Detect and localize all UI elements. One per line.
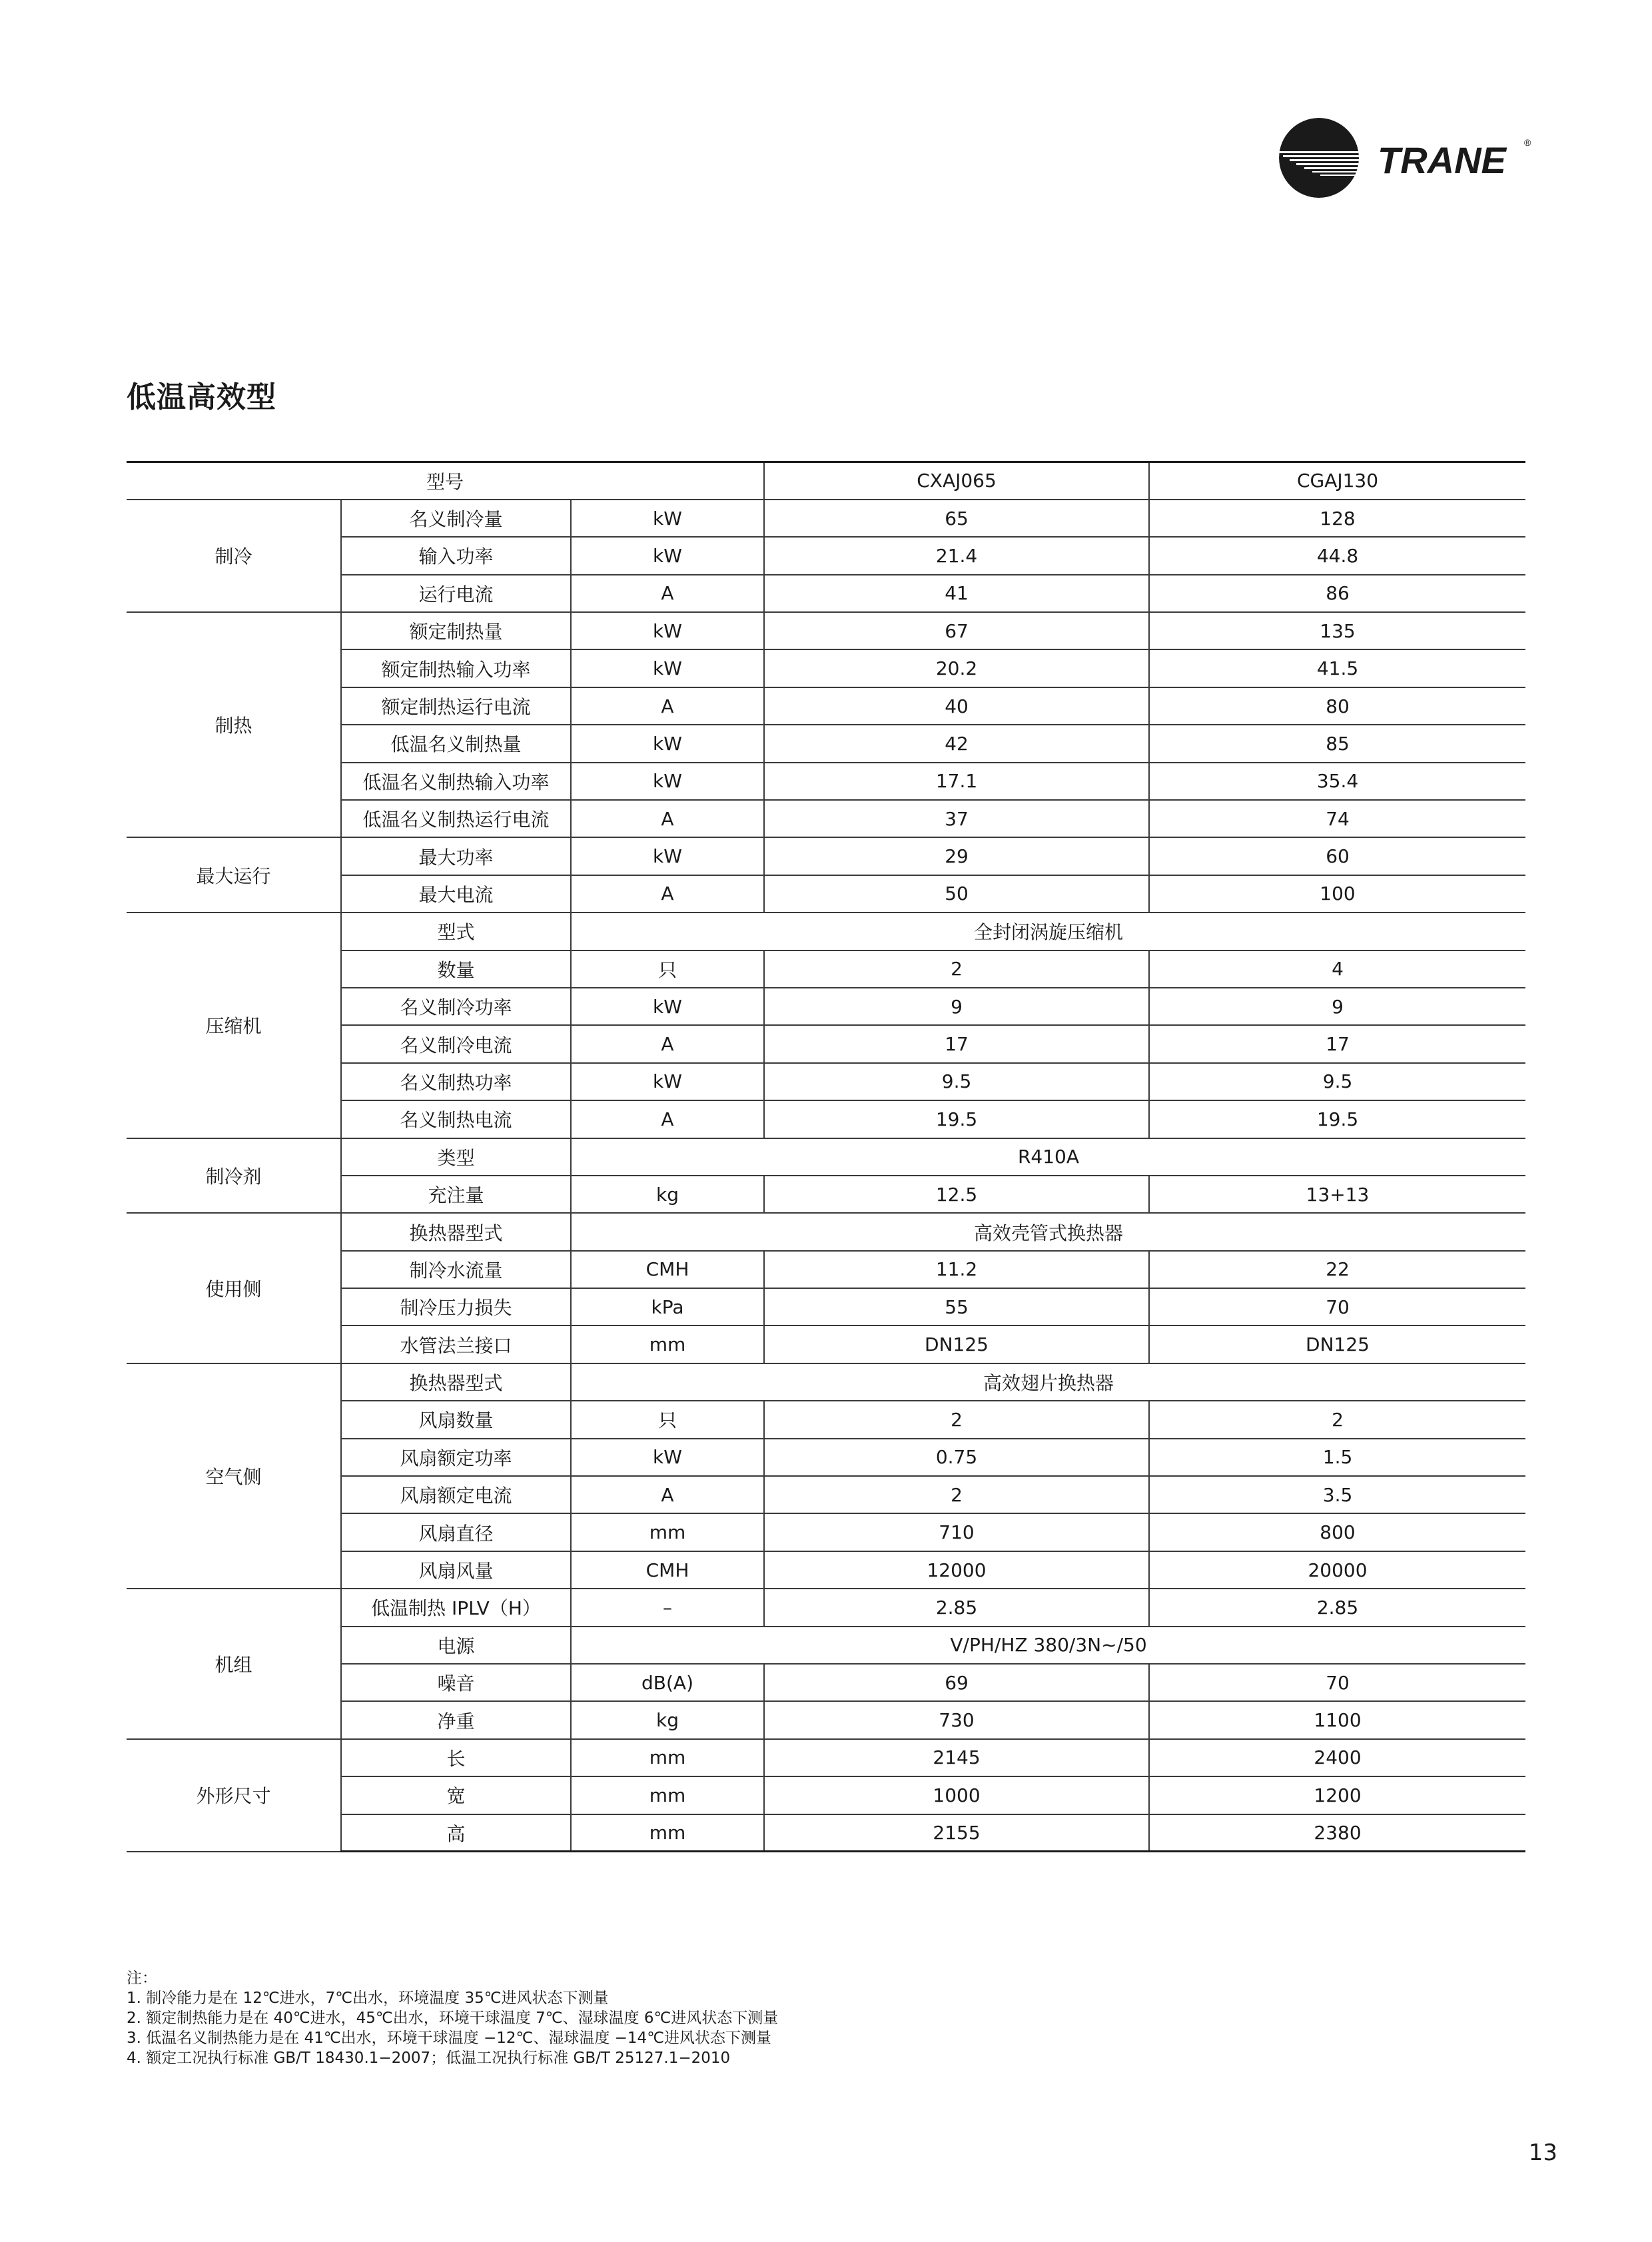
unit-cell: kW [571, 725, 764, 762]
model-1-value: 2155 [764, 1814, 1149, 1852]
model-1-value: 11.2 [764, 1251, 1149, 1288]
note-3: 3. 低温名义制热能力是在 41℃出水，环境干球温度 −12℃、湿球温度 −14℃进风状态下测量 [127, 2030, 772, 2047]
note-4: 4. 额定工况执行标准 GB/T 18430.1−2007；低温工况执行标准 GB/T 25127.1−2010 [127, 2050, 731, 2067]
unit-cell: kW [571, 837, 764, 875]
model-1-value: 21.4 [764, 537, 1149, 574]
model-1-value: 17.1 [764, 763, 1149, 800]
model-2-value: 1100 [1149, 1701, 1525, 1738]
unit-cell: kW [571, 612, 764, 649]
table-row [127, 1213, 1525, 1250]
item-label: 名义制冷电流 [341, 1025, 571, 1062]
unit-cell: mm [571, 1776, 764, 1814]
unit-cell: kW [571, 649, 764, 687]
item-label: 输入功率 [341, 537, 571, 574]
brand-name: TRANE [1378, 139, 1506, 181]
item-label: 运行电流 [341, 575, 571, 612]
model-1-value: 20.2 [764, 649, 1149, 687]
merged-value: 全封闭涡旋压缩机 [571, 913, 1525, 950]
model-2-value: 80 [1149, 687, 1525, 725]
model-2-value: 2.85 [1149, 1589, 1525, 1626]
model-2-value: 128 [1149, 500, 1525, 537]
model-2-value: 2380 [1149, 1814, 1525, 1852]
notes [127, 1968, 778, 2068]
model-2-value: 70 [1149, 1288, 1525, 1325]
item-label: 电源 [341, 1627, 571, 1664]
unit-cell: CMH [571, 1551, 764, 1589]
merged-value: V/PH/HZ 380/3N~/50 [571, 1627, 1525, 1664]
item-label: 宽 [341, 1776, 571, 1814]
model-2-value: DN125 [1149, 1325, 1525, 1363]
model-2-value: 2400 [1149, 1739, 1525, 1776]
unit-cell: kPa [571, 1288, 764, 1325]
model-2-value: 2 [1149, 1401, 1525, 1438]
trane-logo [1278, 117, 1537, 203]
model-1-value: 29 [764, 837, 1149, 875]
group-label: 压缩机 [127, 913, 341, 1138]
group-label: 机组 [127, 1589, 341, 1739]
group-label: 使用侧 [127, 1213, 341, 1363]
item-label: 低温名义制热输入功率 [341, 763, 571, 800]
item-label: 净重 [341, 1701, 571, 1738]
model-1-value: 0.75 [764, 1439, 1149, 1476]
table-header [127, 462, 1525, 500]
item-label: 长 [341, 1739, 571, 1776]
group-label: 空气侧 [127, 1363, 341, 1589]
model-1-value: 9 [764, 988, 1149, 1025]
merged-value: R410A [571, 1138, 1525, 1176]
unit-cell: A [571, 1100, 764, 1138]
model-2-value: 17 [1149, 1025, 1525, 1062]
merged-value: 高效翅片换热器 [571, 1363, 1525, 1401]
item-label: 充注量 [341, 1176, 571, 1213]
notes-heading: 注： [127, 1970, 157, 1987]
unit-cell: mm [571, 1814, 764, 1852]
model-2-value: 86 [1149, 575, 1525, 612]
item-label: 类型 [341, 1138, 571, 1176]
unit-cell: A [571, 1476, 764, 1513]
model-1-value: 40 [764, 687, 1149, 725]
unit-cell: kW [571, 988, 764, 1025]
unit-cell: CMH [571, 1251, 764, 1288]
unit-cell: kg [571, 1701, 764, 1738]
model-1-value: 55 [764, 1288, 1149, 1325]
model-2-value: 44.8 [1149, 537, 1525, 574]
model-1-value: 69 [764, 1664, 1149, 1701]
note-1: 1. 制冷能力是在 12℃进水，7℃出水，环境温度 35℃进风状态下测量 [127, 1990, 609, 2007]
unit-cell: – [571, 1589, 764, 1626]
table-row [127, 837, 1525, 875]
table-row [127, 1138, 1525, 1176]
unit-cell: A [571, 687, 764, 725]
model-2-value: 1.5 [1149, 1439, 1525, 1476]
table-row [127, 1589, 1525, 1626]
model-1-value: 19.5 [764, 1100, 1149, 1138]
item-label: 额定制热运行电流 [341, 687, 571, 725]
item-label: 风扇数量 [341, 1401, 571, 1438]
model-1-value: 2 [764, 1401, 1149, 1438]
unit-cell: mm [571, 1739, 764, 1776]
model-1-value: 67 [764, 612, 1149, 649]
item-label: 风扇额定功率 [341, 1439, 571, 1476]
model-2-value: 100 [1149, 875, 1525, 913]
unit-cell: kg [571, 1176, 764, 1213]
group-label: 制冷 [127, 500, 341, 612]
unit-cell: kW [571, 1439, 764, 1476]
model-1-value: 42 [764, 725, 1149, 762]
trane-logo-mark [1278, 117, 1537, 203]
unit-cell: 只 [571, 1401, 764, 1438]
unit-cell: kW [571, 1063, 764, 1100]
model-1-value: 12.5 [764, 1176, 1149, 1213]
unit-cell: kW [571, 763, 764, 800]
group-label: 制冷剂 [127, 1138, 341, 1214]
model-2-value: 74 [1149, 800, 1525, 837]
item-label: 名义制冷量 [341, 500, 571, 537]
merged-value: 高效壳管式换热器 [571, 1213, 1525, 1250]
model-2-value: 70 [1149, 1664, 1525, 1701]
model-label: 型号 [127, 462, 764, 500]
item-label: 制冷水流量 [341, 1251, 571, 1288]
model-2-value: 13+13 [1149, 1176, 1525, 1213]
model-2-value: 9 [1149, 988, 1525, 1025]
unit-cell: dB(A) [571, 1664, 764, 1701]
unit-cell: 只 [571, 950, 764, 988]
table-body [127, 500, 1525, 1852]
spec-table [127, 461, 1525, 1852]
model-2: CGAJ130 [1149, 462, 1525, 500]
model-1-value: 2.85 [764, 1589, 1149, 1626]
model-2-value: 22 [1149, 1251, 1525, 1288]
item-label: 低温名义制热运行电流 [341, 800, 571, 837]
item-label: 制冷压力损失 [341, 1288, 571, 1325]
item-label: 名义制冷功率 [341, 988, 571, 1025]
model-1-value: 2145 [764, 1739, 1149, 1776]
model-2-value: 20000 [1149, 1551, 1525, 1589]
item-label: 最大电流 [341, 875, 571, 913]
model-1-value: 65 [764, 500, 1149, 537]
svg-text:®: ® [1524, 137, 1531, 148]
item-label: 换热器型式 [341, 1363, 571, 1401]
model-2-value: 135 [1149, 612, 1525, 649]
item-label: 额定制热量 [341, 612, 571, 649]
item-label: 水管法兰接口 [341, 1325, 571, 1363]
item-label: 名义制热功率 [341, 1063, 571, 1100]
model-2-value: 19.5 [1149, 1100, 1525, 1138]
unit-cell: kW [571, 537, 764, 574]
item-label: 最大功率 [341, 837, 571, 875]
model-1-value: 1000 [764, 1776, 1149, 1814]
model-2-value: 41.5 [1149, 649, 1525, 687]
model-2-value: 3.5 [1149, 1476, 1525, 1513]
unit-cell: mm [571, 1513, 764, 1551]
model-2-value: 35.4 [1149, 763, 1525, 800]
unit-cell: A [571, 875, 764, 913]
item-label: 换热器型式 [341, 1213, 571, 1250]
model-1-value: 37 [764, 800, 1149, 837]
model-2-value: 4 [1149, 950, 1525, 988]
model-1-value: 2 [764, 950, 1149, 988]
unit-cell: kW [571, 500, 764, 537]
group-label: 最大运行 [127, 837, 341, 913]
item-label: 低温制热 IPLV（H） [341, 1589, 571, 1626]
item-label: 名义制热电流 [341, 1100, 571, 1138]
model-1-value: DN125 [764, 1325, 1149, 1363]
unit-cell: A [571, 1025, 764, 1062]
note-2: 2. 额定制热能力是在 40℃进水，45℃出水，环境干球温度 7℃、湿球温度 6℃进风状态下测量 [127, 2010, 779, 2027]
page-title: 低温高效型 [127, 380, 276, 414]
unit-cell: mm [571, 1325, 764, 1363]
item-label: 高 [341, 1814, 571, 1852]
model-2-value: 9.5 [1149, 1063, 1525, 1100]
model-1-value: 41 [764, 575, 1149, 612]
model-1-value: 17 [764, 1025, 1149, 1062]
model-2-value: 60 [1149, 837, 1525, 875]
item-label: 型式 [341, 913, 571, 950]
model-1-value: 730 [764, 1701, 1149, 1738]
model-1-value: 9.5 [764, 1063, 1149, 1100]
table-row [127, 500, 1525, 537]
item-label: 额定制热输入功率 [341, 649, 571, 687]
item-label: 风扇额定电流 [341, 1476, 571, 1513]
model-2-value: 1200 [1149, 1776, 1525, 1814]
item-label: 噪音 [341, 1664, 571, 1701]
group-label: 制热 [127, 612, 341, 837]
model-1-value: 2 [764, 1476, 1149, 1513]
item-label: 风扇风量 [341, 1551, 571, 1589]
page-number: 13 [1528, 2139, 1557, 2166]
table-row [127, 1363, 1525, 1401]
model-2-value: 800 [1149, 1513, 1525, 1551]
unit-cell: A [571, 575, 764, 612]
item-label: 风扇直径 [341, 1513, 571, 1551]
model-1-value: 50 [764, 875, 1149, 913]
model-1: CXAJ065 [764, 462, 1149, 500]
table-row [127, 913, 1525, 950]
table-row [127, 612, 1525, 649]
model-1-value: 12000 [764, 1551, 1149, 1589]
group-label: 外形尺寸 [127, 1739, 341, 1852]
model-1-value: 710 [764, 1513, 1149, 1551]
model-2-value: 85 [1149, 725, 1525, 762]
item-label: 低温名义制热量 [341, 725, 571, 762]
unit-cell: A [571, 800, 764, 837]
table-row [127, 1739, 1525, 1776]
item-label: 数量 [341, 950, 571, 988]
